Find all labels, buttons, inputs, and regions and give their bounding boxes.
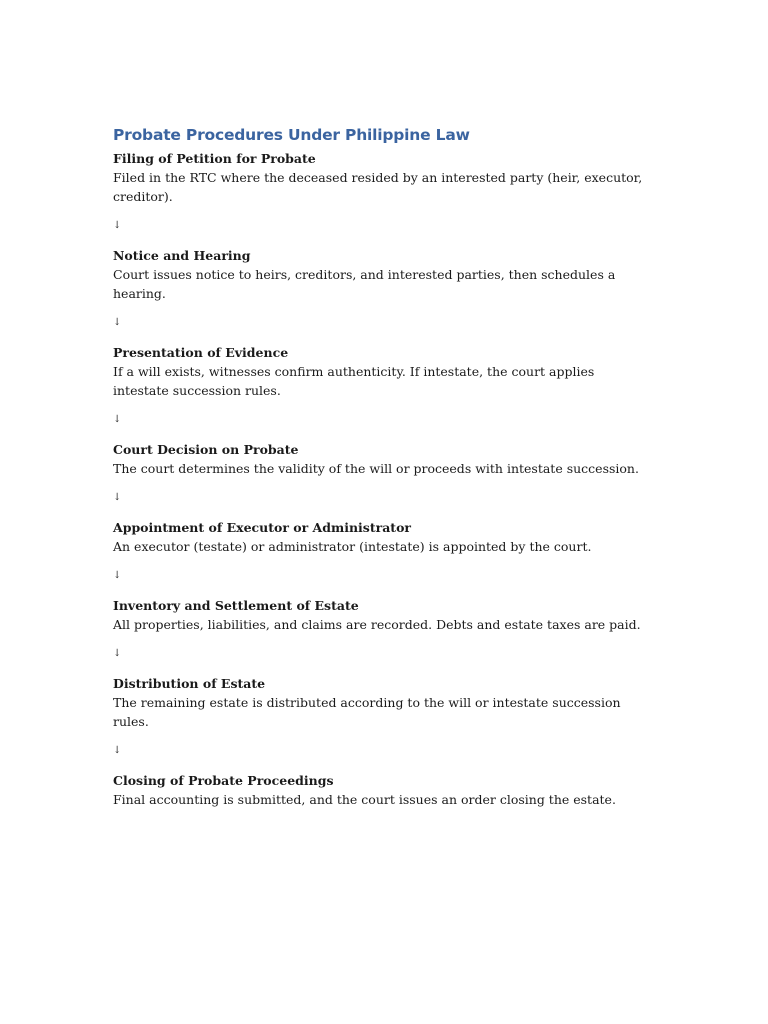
- down-arrow-icon: ↓: [113, 317, 122, 328]
- step-heading: Closing of Probate Proceedings: [113, 773, 334, 788]
- step-heading: Court Decision on Probate: [113, 442, 299, 457]
- document-title: Probate Procedures Under Philippine Law: [113, 126, 470, 144]
- document-page: [113, 124, 653, 809]
- step-closing-proceedings: [113, 771, 653, 809]
- down-arrow-icon: ↓: [113, 220, 122, 231]
- step-description: Filed in the RTC where the deceased resided by an interested party (heir, executor, creditor).: [113, 170, 643, 204]
- step-presentation-evidence: [113, 343, 653, 400]
- down-arrow-icon: ↓: [113, 570, 122, 581]
- step-description: The court determines the validity of the will or proceeds with intestate succession.: [113, 461, 639, 476]
- step-distribution-estate: [113, 674, 653, 731]
- step-description: The remaining estate is distributed according to the will or intestate succession rules.: [113, 695, 621, 729]
- step-heading: Notice and Hearing: [113, 248, 251, 263]
- step-description: An executor (testate) or administrator (intestate) is appointed by the court.: [113, 539, 592, 554]
- step-inventory-settlement: [113, 596, 653, 634]
- step-appointment-executor: [113, 518, 653, 556]
- step-heading: Appointment of Executor or Administrator: [113, 520, 411, 535]
- step-notice-hearing: [113, 246, 653, 303]
- step-description: Court issues notice to heirs, creditors, and interested parties, then schedules a hearing.: [113, 267, 616, 301]
- step-court-decision: [113, 440, 653, 478]
- step-heading: Inventory and Settlement of Estate: [113, 598, 359, 613]
- down-arrow-icon: ↓: [113, 648, 122, 659]
- step-description: All properties, liabilities, and claims are recorded. Debts and estate taxes are paid.: [113, 617, 641, 632]
- step-heading: Filing of Petition for Probate: [113, 151, 316, 166]
- down-arrow-icon: ↓: [113, 745, 122, 756]
- step-description: If a will exists, witnesses confirm authenticity. If intestate, the court applies intestate succession rules.: [113, 364, 595, 398]
- step-heading: Presentation of Evidence: [113, 345, 289, 360]
- down-arrow-icon: ↓: [113, 492, 122, 503]
- down-arrow-icon: ↓: [113, 414, 122, 425]
- step-filing-petition: [113, 149, 653, 206]
- step-description: Final accounting is submitted, and the court issues an order closing the estate.: [113, 792, 616, 807]
- step-heading: Distribution of Estate: [113, 676, 266, 691]
